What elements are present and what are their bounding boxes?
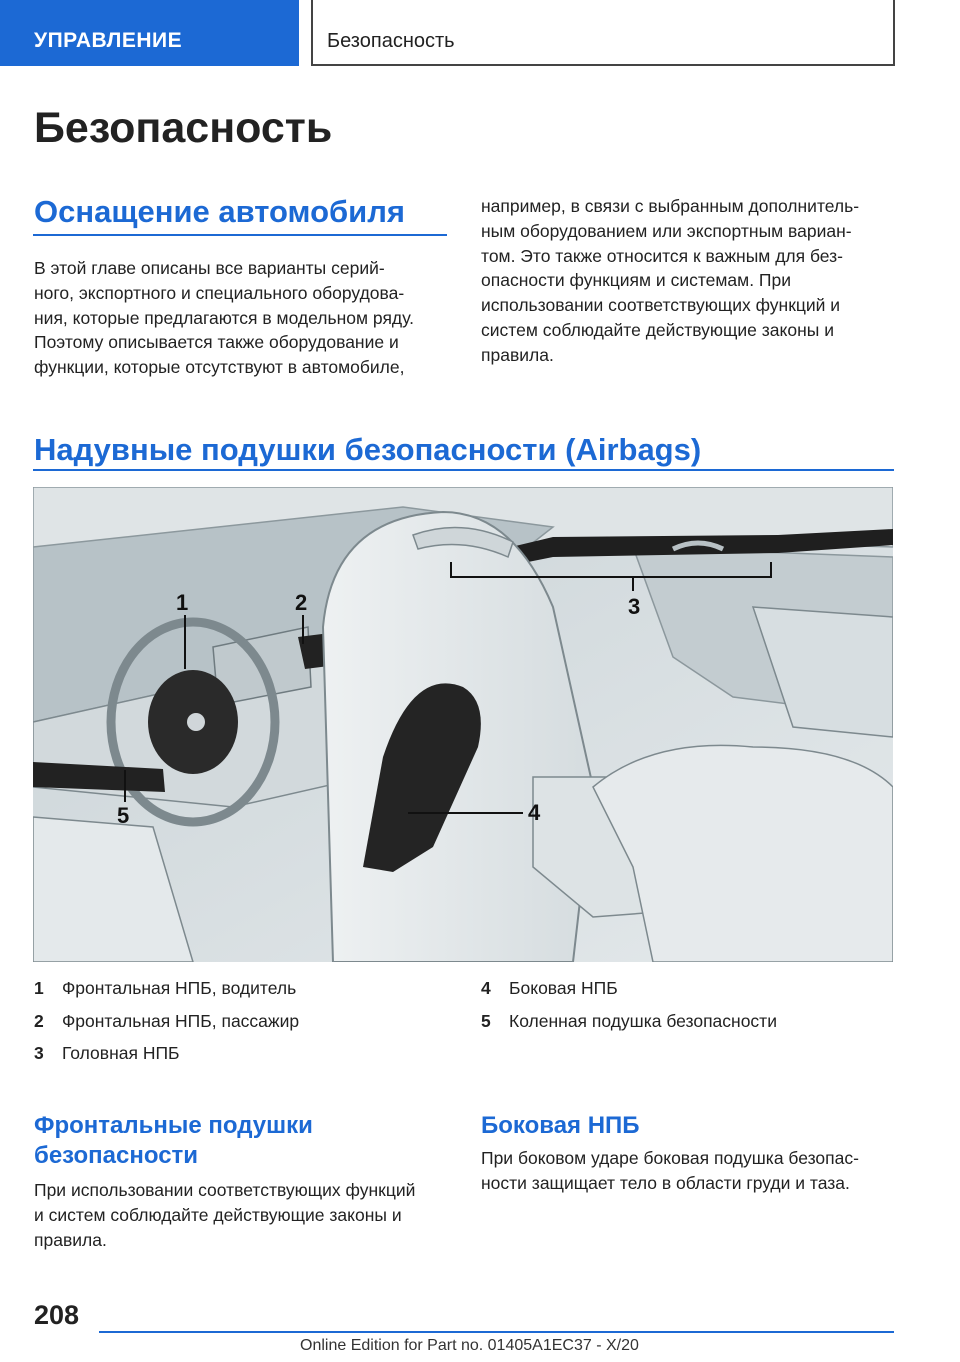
callout-5: 5	[117, 803, 130, 828]
legend-number: 2	[34, 1011, 44, 1031]
text-line: правила.	[34, 1229, 107, 1250]
legend-number: 5	[481, 1011, 491, 1031]
text-line: При боковом ударе боковая подушка безопас-	[481, 1148, 859, 1168]
edition-note: Online Edition for Part no. 01405A1EC37 - X/20	[300, 1337, 639, 1354]
title-line: Фронтальные подушки	[34, 1112, 313, 1139]
text-line: В этой главе описаны все варианты серий-	[34, 258, 385, 278]
airbags-title: Надувные подушки безопасности (Airbags)	[34, 432, 702, 467]
legend-text: Боковая НПБ	[509, 978, 618, 998]
car-interior-drawing	[33, 487, 893, 962]
equipment-title-rule	[33, 234, 447, 236]
text-line: функции, которые отсутствуют в автомобиле,	[34, 357, 405, 378]
brand-emblem	[187, 713, 205, 731]
airbag-locations-illustration	[33, 487, 893, 962]
text-line: например, в связи с выбранным дополнитель-	[481, 196, 860, 216]
equipment-text-right	[481, 194, 859, 368]
text-line: опасности функциям и системам. При	[481, 270, 792, 291]
legend-number: 1	[34, 978, 44, 998]
text-line: ния, которые предлагаются в модельном ряду.	[34, 307, 414, 328]
airbags-title-rule	[33, 469, 894, 471]
legend-text: Коленная подушка безопасности	[509, 1011, 777, 1031]
breadcrumb[interactable]: Безопасность	[327, 30, 455, 52]
text-line: систем соблюдайте действующие законы и	[481, 319, 834, 340]
title-line: безопасности	[34, 1142, 199, 1169]
footer-rule	[99, 1331, 894, 1333]
legend-number: 4	[481, 978, 491, 998]
front-airbags-title	[34, 1111, 313, 1171]
page-title: Безопасность	[34, 104, 333, 152]
equipment-title: Оснащение автомобиля	[34, 194, 405, 229]
text-line: ности защищает тело в области груди и таза.	[481, 1172, 850, 1193]
text-line: ным оборудованием или экспортным вариан-	[481, 220, 852, 241]
text-line: правила.	[481, 344, 554, 365]
text-line: том. Это также относится к важным для без-	[481, 245, 843, 266]
text-line: использовании соответствующих функций и	[481, 295, 841, 316]
text-line: Поэтому описывается также оборудование и	[34, 332, 399, 353]
equipment-text-left	[34, 256, 414, 380]
callout-1: 1	[176, 590, 189, 615]
page-number: 208	[34, 1300, 80, 1330]
text-line: ного, экспортного и специального оборудова-	[34, 282, 405, 303]
legend-number: 3	[34, 1043, 44, 1063]
legend-text: Фронтальная НПБ, пассажир	[62, 1011, 300, 1031]
legend-text: Головная НПБ	[62, 1043, 180, 1063]
callout-3: 3	[628, 594, 641, 619]
side-airbag-title: Боковая НПБ	[481, 1112, 640, 1139]
text-line: При использовании соответствующих функций	[34, 1180, 416, 1200]
legend-text: Фронтальная НПБ, водитель	[62, 978, 297, 998]
front-airbags-text	[34, 1178, 415, 1252]
callout-4: 4	[528, 800, 541, 825]
side-airbag-text	[481, 1146, 859, 1196]
callout-2: 2	[295, 590, 308, 615]
section-tab[interactable]: УПРАВЛЕНИЕ	[0, 0, 299, 66]
text-line: и систем соблюдайте действующие законы и	[34, 1204, 402, 1225]
